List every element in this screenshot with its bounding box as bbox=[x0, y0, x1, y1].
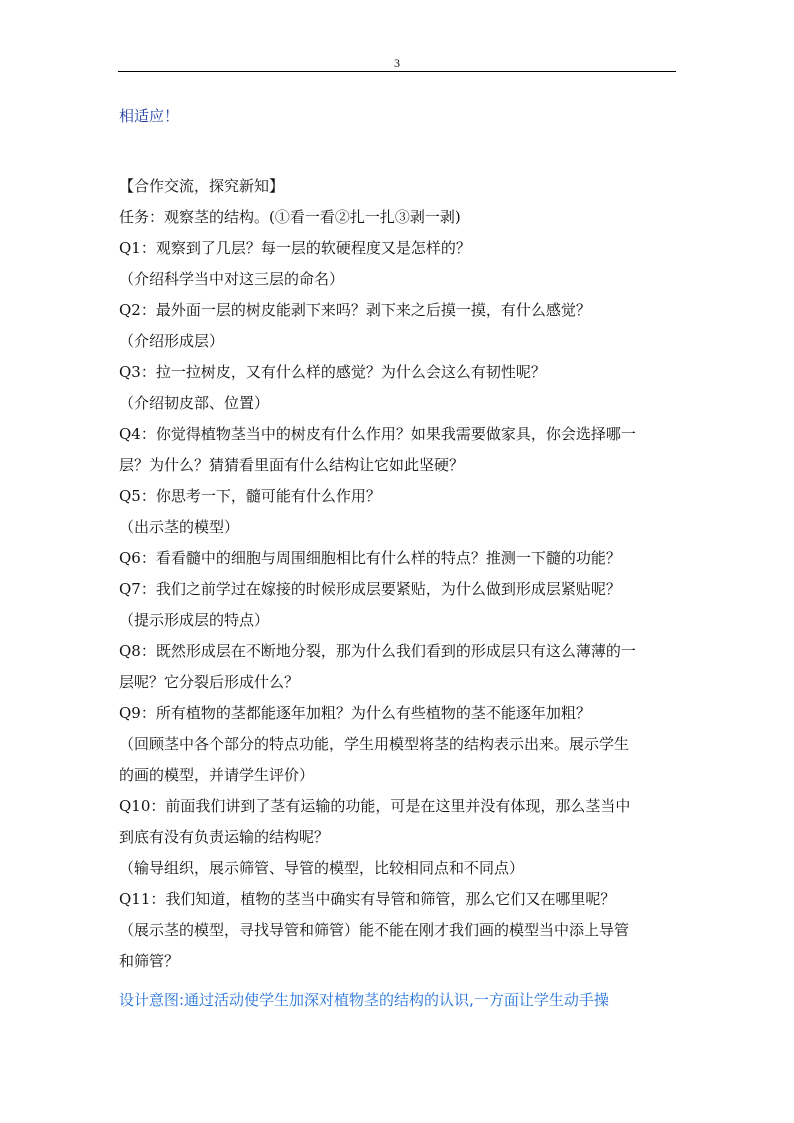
section-title: 【合作交流，探究新知】 bbox=[119, 177, 285, 195]
text-line-note5: （出示茎的模型） bbox=[119, 518, 240, 536]
text-line-q2: Q2：最外面一层的树皮能剥下来吗？剥下来之后摸一摸，有什么感觉？ bbox=[119, 301, 591, 319]
text-line-q8: Q8：既然形成层在不断地分裂，那为什么我们看到的形成层只有这么薄薄的一 bbox=[119, 642, 636, 660]
text-line-q4: Q4：你觉得植物茎当中的树皮有什么作用？如果我需要做家具，你会选择哪一 bbox=[119, 425, 636, 443]
text-line-note7: （提示形成层的特点） bbox=[119, 611, 270, 629]
text-line-note1: （介绍科学当中对这三层的命名） bbox=[119, 270, 345, 288]
text-line-note9: （回顾茎中各个部分的特点功能，学生用模型将茎的结构表示出来。展示学生 bbox=[119, 735, 630, 753]
text-line-q8-cont: 层呢？它分裂后形成什么？ bbox=[119, 673, 300, 691]
design-intent: 设计意图:通过活动使学生加深对植物茎的结构的认识,一方面让学生动手操 bbox=[119, 991, 609, 1009]
text-line-note11: （展示茎的模型，寻找导管和筛管）能不能在刚才我们画的模型当中添上导管 bbox=[119, 921, 630, 939]
text-line-note3: （介绍韧皮部、位置） bbox=[119, 394, 270, 412]
task-line: 任务：观察茎的结构。(①看一看②扎一扎③剥一剥) bbox=[119, 208, 461, 226]
text-line-q4-cont: 层？为什么？猜猜看里面有什么结构让它如此坚硬？ bbox=[119, 456, 465, 474]
text-line-q7: Q7：我们之前学过在嫁接的时候形成层要紧贴，为什么做到形成层紧贴呢？ bbox=[119, 580, 621, 598]
text-line-note11-cont: 和筛管？ bbox=[119, 952, 180, 970]
text-line-q3: Q3：拉一拉树皮，又有什么样的感觉？为什么会这么有韧性呢？ bbox=[119, 363, 546, 381]
text-line-q10: Q10：前面我们讲到了茎有运输的功能，可是在这里并没有体现，那么茎当中 bbox=[119, 797, 631, 815]
text-line-note9-cont: 的画的模型，并请学生评价） bbox=[119, 766, 315, 784]
intro-text: 相适应！ bbox=[119, 107, 180, 125]
text-line-q6: Q6：看看髓中的细胞与周围细胞相比有什么样的特点？推测一下髓的功能？ bbox=[119, 549, 621, 567]
page-number: 3 bbox=[394, 56, 400, 70]
text-line-q10-cont: 到底有没有负责运输的结构呢？ bbox=[119, 828, 330, 846]
text-line-q5: Q5：你思考一下，髓可能有什么作用？ bbox=[119, 487, 381, 505]
header-rule bbox=[118, 71, 676, 72]
text-line-q11: Q11：我们知道，植物的茎当中确实有导管和筛管，那么它们又在哪里呢？ bbox=[119, 890, 616, 908]
text-line-note10: （输导组织，展示筛管、导管的模型，比较相同点和不同点） bbox=[119, 859, 525, 877]
text-line-q9: Q9：所有植物的茎都能逐年加粗？为什么有些植物的茎不能逐年加粗？ bbox=[119, 704, 591, 722]
text-line-q1: Q1：观察到了几层？每一层的软硬程度又是怎样的？ bbox=[119, 239, 471, 257]
text-line-note2: （介绍形成层） bbox=[119, 332, 225, 350]
